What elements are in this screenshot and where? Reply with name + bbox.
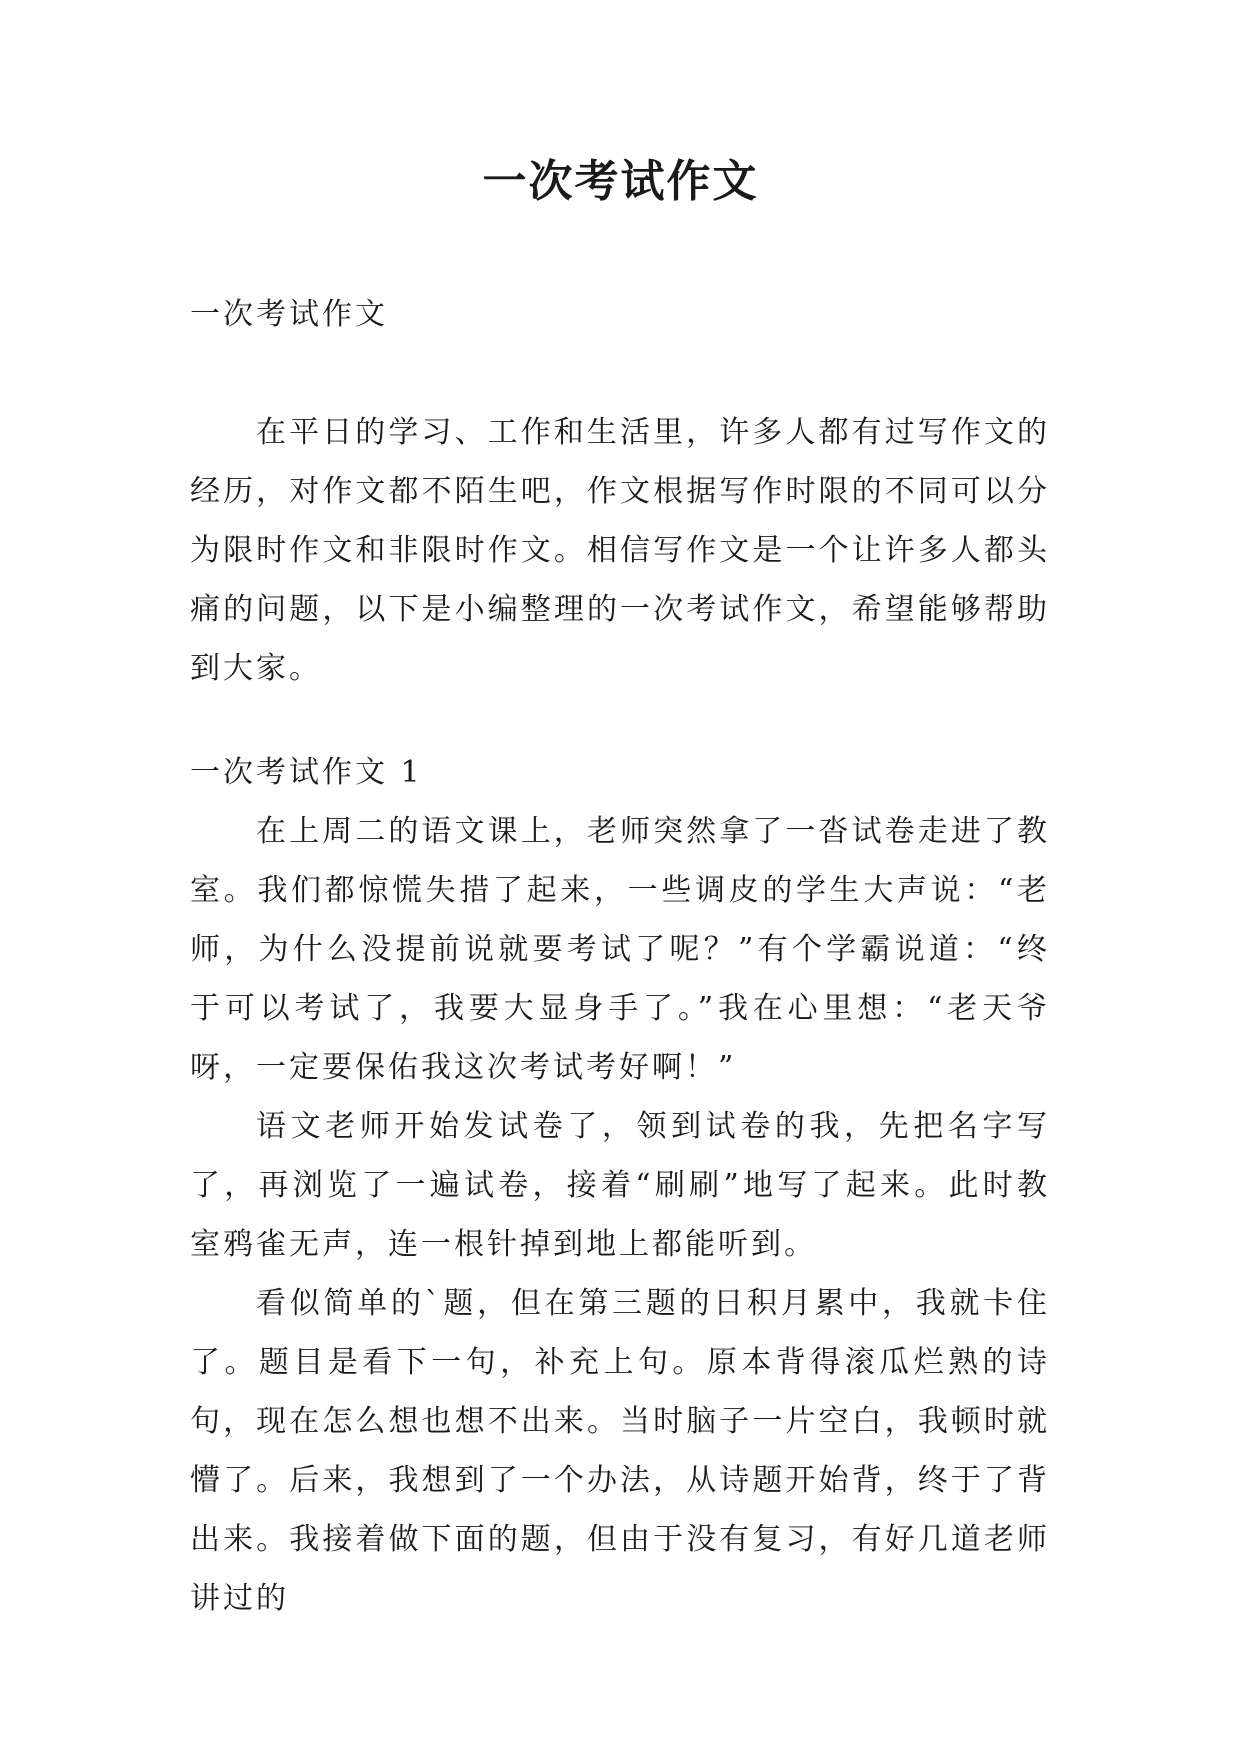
document-title: 一次考试作文 [482,156,759,207]
document-subtitle: 一次考试作文 [190,297,388,332]
spacer [190,698,1050,743]
body-paragraph-1: 在上周二的语文课上，老师突然拿了一沓试卷走进了教室。我们都惊慌失措了起来，一些调皮的学生大声说：“老师，为什么没提前说就要考试了呢？”有个学霸说道：“终于可以考试了，我要大显身手了。”我在心里想：“老天爷呀，一定要保佑我这次考试考好啊！” [190,814,1050,1085]
body-paragraph-2: 语文老师开始发试卷了，领到试卷的我，先把名字写了，再浏览了一遍试卷，接着“刷刷”地写了起来。此时教室鸦雀无声，连一根针掉到地上都能听到。 [190,1109,1050,1262]
intro-paragraph: 在平日的学习、工作和生活里，许多人都有过写作文的经历，对作文都不陌生吧，作文根据写作时限的不同可以分为限时作文和非限时作文。相信写作文是一个让许多人都头痛的问题，以下是小编整理的一次考试作文，希望能够帮助到大家。 [190,415,1050,686]
body-paragraph-3: 看似简单的`题，但在第三题的日积月累中，我就卡住了。题目是看下一句，补充上句。原本背得滚瓜烂熟的诗句，现在怎么想也想不出来。当时脑子一片空白，我顿时就懵了。后来，我想到了一个办法，从诗题开始背，终于了背出来。我接着做下面的题，但由于没有复习，有好几道老师讲过的 [190,1286,1050,1616]
section-heading: 一次考试作文 1 [190,755,423,790]
document-body [190,285,1050,1628]
spacer [190,344,1050,403]
